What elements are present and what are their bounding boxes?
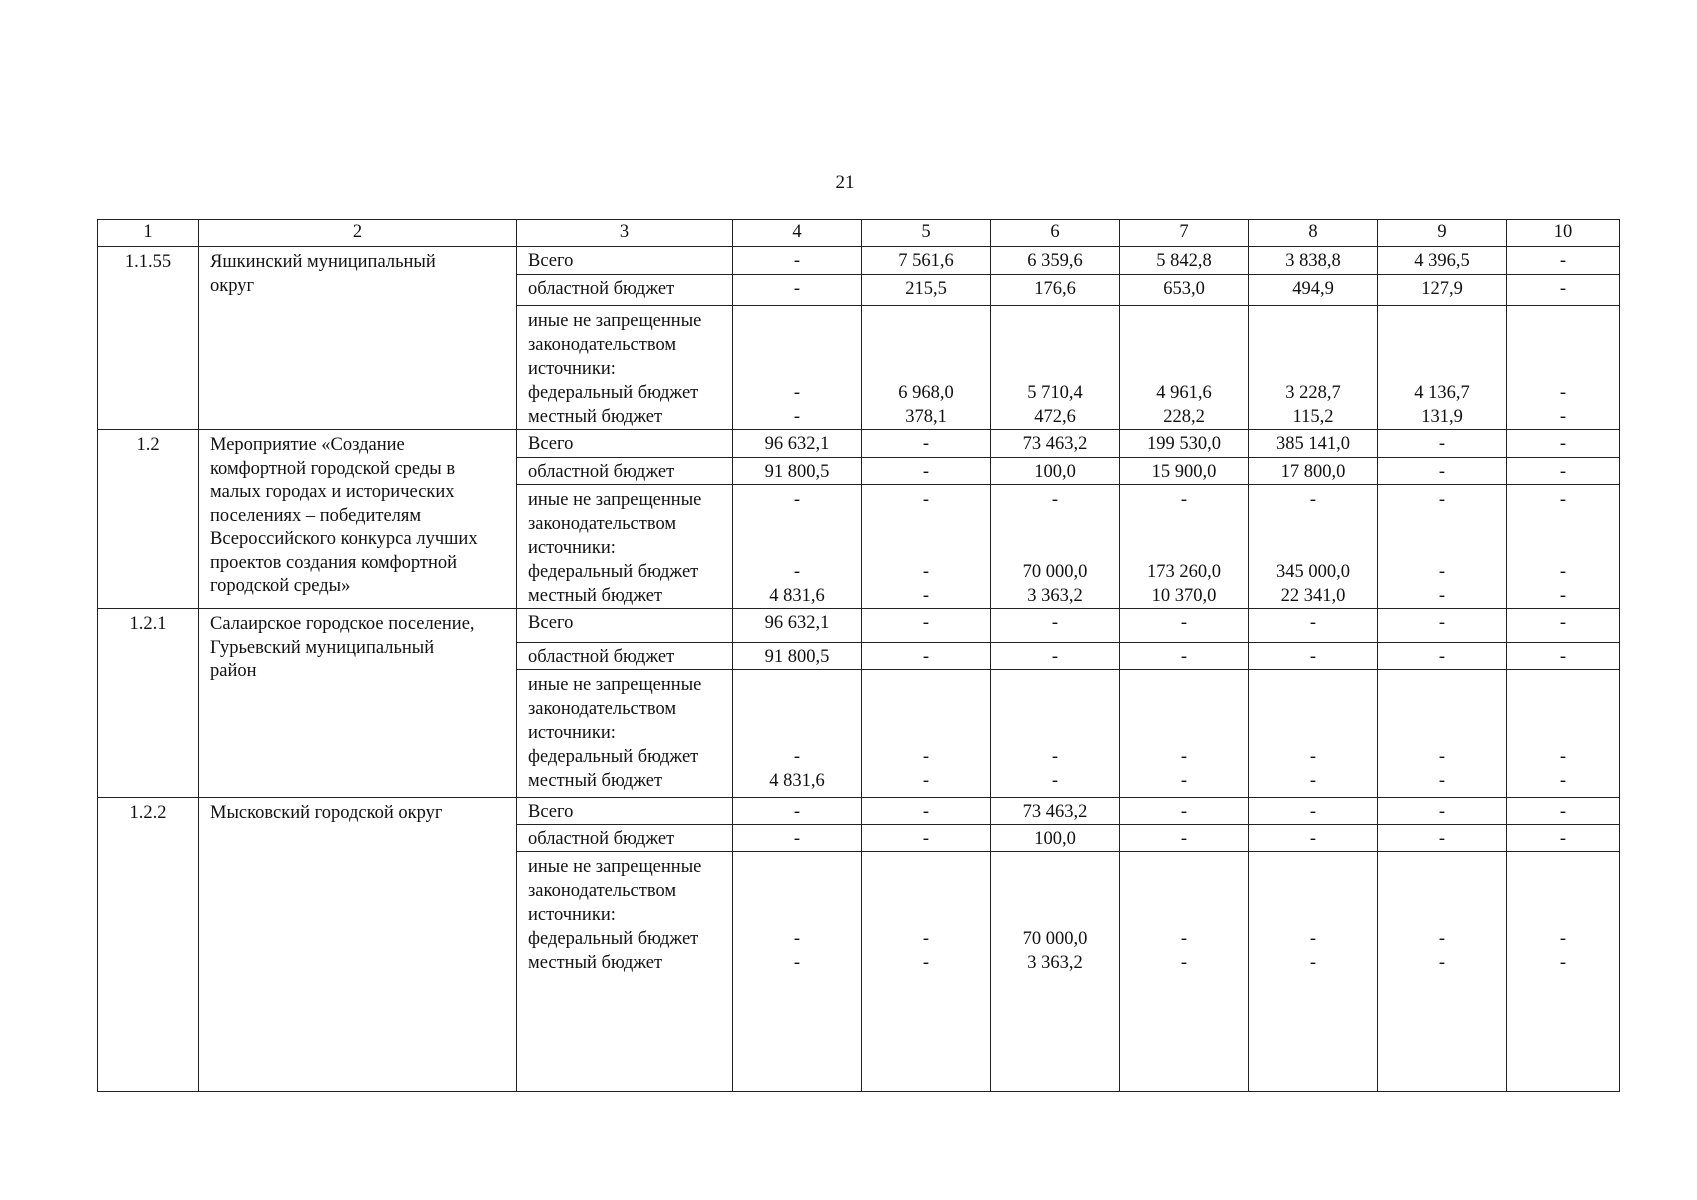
value-cell-multi [1120, 670, 1249, 798]
source-label-total: Всего [517, 609, 733, 643]
value-local: 472,6 [1034, 407, 1076, 427]
spacer [1249, 309, 1377, 333]
row-name-line: Всероссийского конкурса лучших [210, 529, 478, 549]
value-federal: - [1438, 747, 1446, 767]
row-name-line: Гурьевский муниципальный [210, 637, 435, 658]
value-cell: 6 359,6 [991, 247, 1120, 275]
table-row [98, 798, 1620, 825]
source-label-local: местный бюджет [528, 586, 663, 606]
value-cell: - [1378, 798, 1507, 825]
value-cell-multi [991, 485, 1120, 609]
value-cell-multi [862, 306, 991, 430]
value-federal: - [1559, 929, 1567, 949]
spacer [1378, 721, 1506, 745]
value-cell-multi [1249, 670, 1378, 798]
spacer [1507, 721, 1619, 745]
spacer [733, 697, 861, 721]
row-name-line: городской среды» [210, 576, 351, 596]
value-cell: 494,9 [1249, 275, 1378, 306]
spacer [1249, 721, 1377, 745]
value-cell: 96 632,1 [733, 609, 862, 643]
value-cell: 4 396,5 [1378, 247, 1507, 275]
header-row [98, 220, 1620, 247]
source-line: законодательством [528, 881, 677, 901]
spacer [1120, 333, 1248, 357]
spacer [1249, 673, 1377, 697]
spacer [1120, 855, 1248, 879]
value-cell-multi [1249, 485, 1378, 609]
column-header: 7 [1120, 220, 1249, 247]
value-federal: 70 000,0 [1022, 929, 1088, 949]
value-cell: - [733, 825, 862, 852]
value-cell-multi [1507, 670, 1620, 798]
value-other: - [1180, 490, 1188, 510]
spacer [1249, 357, 1377, 381]
row-name [199, 247, 517, 430]
spacer [991, 309, 1119, 333]
value-cell-multi [733, 306, 862, 430]
row-name [199, 609, 517, 798]
value-cell: - [1507, 430, 1620, 458]
row-code: 1.1.55 [98, 247, 199, 430]
spacer [733, 512, 861, 536]
spacer [1507, 879, 1619, 903]
spacer [1120, 309, 1248, 333]
spacer [991, 903, 1119, 927]
value-cell-multi [733, 852, 862, 1092]
value-local: - [1559, 407, 1567, 427]
value-cell: 176,6 [991, 275, 1120, 306]
value-federal: - [1559, 562, 1567, 582]
value-other: - [1438, 490, 1446, 510]
source-label-regional: областной бюджет [517, 275, 733, 306]
value-federal: - [1180, 929, 1188, 949]
value-cell: - [862, 458, 991, 485]
value-cell-multi [862, 485, 991, 609]
value-cell: 215,5 [862, 275, 991, 306]
table-row [98, 430, 1620, 458]
spacer [991, 512, 1119, 536]
value-local: - [793, 407, 801, 427]
value-cell-multi [1378, 670, 1507, 798]
value-cell-multi [1120, 852, 1249, 1092]
column-header: 3 [517, 220, 733, 247]
value-cell-multi [1507, 852, 1620, 1092]
value-cell: 3 838,8 [1249, 247, 1378, 275]
spacer [1120, 536, 1248, 560]
value-federal: - [922, 929, 930, 949]
spacer [1378, 697, 1506, 721]
value-cell: 96 632,1 [733, 430, 862, 458]
row-name-line: Салаирское городское поселение, [210, 614, 475, 634]
value-cell: 73 463,2 [991, 798, 1120, 825]
spacer [1378, 855, 1506, 879]
value-federal: - [1309, 929, 1317, 949]
source-label-other [517, 485, 733, 609]
value-local: - [1051, 771, 1059, 791]
spacer [1120, 879, 1248, 903]
value-federal: - [793, 383, 801, 403]
value-federal: - [1051, 747, 1059, 767]
value-cell: - [733, 247, 862, 275]
source-label-regional: областной бюджет [517, 643, 733, 670]
value-cell: - [1249, 798, 1378, 825]
value-cell: - [1378, 430, 1507, 458]
value-local: - [1559, 586, 1567, 606]
value-cell: - [1249, 609, 1378, 643]
value-federal: - [1309, 747, 1317, 767]
value-cell: 5 842,8 [1120, 247, 1249, 275]
spacer [1378, 512, 1506, 536]
source-label-federal: федеральный бюджет [528, 929, 699, 949]
column-header: 9 [1378, 220, 1507, 247]
spacer [1507, 333, 1619, 357]
value-local: 378,1 [905, 407, 947, 427]
value-cell: 91 800,5 [733, 643, 862, 670]
source-label-local: местный бюджет [528, 407, 663, 427]
source-line: источники: [528, 359, 616, 379]
row-name-line: проектов создания комфортной [210, 552, 458, 573]
source-line: законодательством [528, 335, 677, 355]
source-label-total: Всего [517, 247, 733, 275]
value-cell: 385 141,0 [1249, 430, 1378, 458]
row-name [199, 798, 517, 1092]
spacer [1120, 721, 1248, 745]
source-label-regional: областной бюджет [517, 825, 733, 852]
value-cell: - [1120, 825, 1249, 852]
source-line: иные не запрещенные [528, 311, 702, 331]
spacer [1378, 536, 1506, 560]
value-local: 4 831,6 [769, 771, 825, 791]
value-cell: - [1507, 643, 1620, 670]
spacer [991, 357, 1119, 381]
value-cell-multi [991, 670, 1120, 798]
source-line: иные не запрещенные [528, 490, 702, 510]
column-header: 2 [199, 220, 517, 247]
value-cell: - [1249, 643, 1378, 670]
source-line: законодательством [528, 699, 677, 719]
column-header: 6 [991, 220, 1120, 247]
value-federal: 4 136,7 [1414, 383, 1470, 403]
spacer [1378, 879, 1506, 903]
value-federal: - [793, 562, 801, 582]
source-label-regional: областной бюджет [517, 458, 733, 485]
value-local: 22 341,0 [1280, 586, 1346, 606]
source-line: источники: [528, 538, 616, 558]
value-local: - [922, 586, 930, 606]
spacer [1378, 903, 1506, 927]
spacer [1378, 309, 1506, 333]
source-label-federal: федеральный бюджет [528, 383, 699, 403]
spacer [1120, 903, 1248, 927]
value-cell: 91 800,5 [733, 458, 862, 485]
budget-table [97, 219, 1620, 1092]
column-header: 1 [98, 220, 199, 247]
spacer [862, 673, 990, 697]
value-local: - [922, 771, 930, 791]
source-line: источники: [528, 905, 616, 925]
value-local: - [793, 953, 801, 973]
value-cell: - [1249, 825, 1378, 852]
row-name-line: малых городах и исторических [210, 482, 455, 502]
spacer [862, 357, 990, 381]
value-federal: 6 968,0 [898, 383, 954, 403]
value-cell: 17 800,0 [1249, 458, 1378, 485]
value-local: - [1309, 953, 1317, 973]
spacer [862, 333, 990, 357]
value-cell: - [1120, 609, 1249, 643]
spacer [1120, 697, 1248, 721]
value-cell: - [733, 798, 862, 825]
value-local: 115,2 [1292, 407, 1334, 427]
spacer [862, 879, 990, 903]
value-other: - [793, 490, 801, 510]
value-cell: - [1507, 458, 1620, 485]
value-cell-multi [1378, 852, 1507, 1092]
value-local: 131,9 [1421, 407, 1463, 427]
spacer [733, 333, 861, 357]
source-label-other [517, 306, 733, 430]
spacer [862, 855, 990, 879]
spacer [1507, 309, 1619, 333]
spacer [991, 333, 1119, 357]
spacer [1249, 536, 1377, 560]
value-cell: - [991, 643, 1120, 670]
value-local: 228,2 [1163, 407, 1205, 427]
value-cell: 100,0 [991, 825, 1120, 852]
source-label-other [517, 670, 733, 798]
spacer [1507, 512, 1619, 536]
row-code: 1.2.1 [98, 609, 199, 798]
value-federal: - [1438, 562, 1446, 582]
row-name [199, 430, 517, 609]
value-local: - [922, 953, 930, 973]
spacer [733, 536, 861, 560]
value-cell: - [1507, 825, 1620, 852]
value-federal: 345 000,0 [1276, 562, 1350, 582]
spacer [1249, 903, 1377, 927]
value-cell: - [1378, 643, 1507, 670]
spacer [733, 357, 861, 381]
row-code: 1.2.2 [98, 798, 199, 1092]
value-local: - [1438, 771, 1446, 791]
value-cell-multi [1120, 485, 1249, 609]
value-cell-multi [1249, 306, 1378, 430]
value-federal: - [1559, 383, 1567, 403]
value-cell-multi [1378, 306, 1507, 430]
value-local: - [1309, 771, 1317, 791]
spacer [862, 309, 990, 333]
value-local: - [1180, 771, 1188, 791]
source-label-local: местный бюджет [528, 771, 663, 791]
spacer [1249, 333, 1377, 357]
value-local: 3 363,2 [1027, 953, 1083, 973]
value-federal: - [793, 747, 801, 767]
spacer [733, 879, 861, 903]
value-local: - [1438, 586, 1446, 606]
value-cell: - [862, 798, 991, 825]
value-cell: - [862, 825, 991, 852]
value-cell: 653,0 [1120, 275, 1249, 306]
column-header: 4 [733, 220, 862, 247]
spacer [733, 903, 861, 927]
value-other: - [1559, 490, 1567, 510]
value-local: - [1180, 953, 1188, 973]
value-local: - [1559, 953, 1567, 973]
spacer [862, 512, 990, 536]
source-label-total: Всего [517, 798, 733, 825]
value-other: - [922, 490, 930, 510]
value-cell-multi [862, 852, 991, 1092]
value-federal: 3 228,7 [1285, 383, 1341, 403]
row-name-line: Мысковский городской округ [210, 803, 443, 823]
spacer [862, 721, 990, 745]
spacer [1378, 333, 1506, 357]
row-name-line: Мероприятие «Создание [210, 435, 405, 455]
value-federal: - [1559, 747, 1567, 767]
value-federal: 70 000,0 [1022, 562, 1088, 582]
spacer [1120, 512, 1248, 536]
spacer [1507, 357, 1619, 381]
source-line: иные не запрещенные [528, 857, 702, 877]
spacer [1507, 855, 1619, 879]
value-cell-multi [733, 670, 862, 798]
spacer [862, 536, 990, 560]
value-local: - [1559, 771, 1567, 791]
source-line: источники: [528, 723, 616, 743]
spacer [1249, 512, 1377, 536]
value-federal: - [1180, 747, 1188, 767]
value-cell-multi [1249, 852, 1378, 1092]
value-cell: - [862, 609, 991, 643]
value-local: - [1438, 953, 1446, 973]
value-cell: 100,0 [991, 458, 1120, 485]
value-cell: 199 530,0 [1120, 430, 1249, 458]
row-name-line: район [210, 661, 257, 681]
row-name-line: Яшкинский муниципальный [210, 252, 436, 272]
value-federal: - [793, 929, 801, 949]
value-cell: 127,9 [1378, 275, 1507, 306]
value-cell-multi [733, 485, 862, 609]
spacer [1378, 673, 1506, 697]
value-cell-multi [1507, 485, 1620, 609]
value-federal: 173 260,0 [1147, 562, 1221, 582]
value-cell: - [1378, 609, 1507, 643]
value-cell-multi [1507, 306, 1620, 430]
value-federal: 5 710,4 [1027, 383, 1083, 403]
value-cell: - [1507, 247, 1620, 275]
value-cell-multi [1378, 485, 1507, 609]
value-local: 3 363,2 [1027, 586, 1083, 606]
spacer [733, 673, 861, 697]
spacer [1507, 903, 1619, 927]
source-label-other [517, 852, 733, 1092]
spacer [1507, 673, 1619, 697]
value-cell: - [862, 430, 991, 458]
value-cell: - [1120, 643, 1249, 670]
table-row [98, 247, 1620, 275]
value-other: - [1051, 490, 1059, 510]
spacer [1249, 879, 1377, 903]
value-cell-multi [991, 306, 1120, 430]
value-federal: - [1438, 929, 1446, 949]
value-cell: - [1507, 609, 1620, 643]
spacer [1120, 357, 1248, 381]
value-other: - [1309, 490, 1317, 510]
value-cell: - [991, 609, 1120, 643]
row-name-line: комфортной городской среды в [210, 458, 456, 479]
value-cell: - [1120, 798, 1249, 825]
value-cell-multi [1120, 306, 1249, 430]
spacer [991, 879, 1119, 903]
table-row [98, 609, 1620, 643]
source-label-federal: федеральный бюджет [528, 747, 699, 767]
spacer [1378, 357, 1506, 381]
value-cell: - [1507, 798, 1620, 825]
value-cell: - [1378, 458, 1507, 485]
spacer [991, 721, 1119, 745]
column-header: 8 [1249, 220, 1378, 247]
column-header: 10 [1507, 220, 1620, 247]
source-line: законодательством [528, 514, 677, 534]
source-label-total: Всего [517, 430, 733, 458]
value-local: 4 831,6 [769, 586, 825, 606]
value-local: 10 370,0 [1151, 586, 1217, 606]
spacer [991, 536, 1119, 560]
page-number: 21 [835, 172, 855, 193]
spacer [733, 855, 861, 879]
spacer [862, 697, 990, 721]
spacer [1507, 536, 1619, 560]
spacer [862, 903, 990, 927]
spacer [991, 673, 1119, 697]
value-cell: 15 900,0 [1120, 458, 1249, 485]
spacer [991, 697, 1119, 721]
value-cell-multi [862, 670, 991, 798]
spacer [1120, 673, 1248, 697]
source-label-federal: федеральный бюджет [528, 562, 699, 582]
source-label-local: местный бюджет [528, 953, 663, 973]
value-federal: 4 961,6 [1156, 383, 1212, 403]
source-line: иные не запрещенные [528, 675, 702, 695]
value-federal: - [922, 562, 930, 582]
value-cell: - [862, 643, 991, 670]
value-cell: - [1507, 275, 1620, 306]
value-cell: 7 561,6 [862, 247, 991, 275]
spacer [1249, 855, 1377, 879]
value-cell: - [1378, 825, 1507, 852]
row-name-line: округ [210, 275, 255, 296]
spacer [1249, 697, 1377, 721]
spacer [991, 855, 1119, 879]
value-cell-multi [991, 852, 1120, 1092]
spacer [1507, 697, 1619, 721]
value-cell: - [733, 275, 862, 306]
value-federal: - [922, 747, 930, 767]
row-code: 1.2 [98, 430, 199, 609]
value-cell: 73 463,2 [991, 430, 1120, 458]
row-name-line: поселениях – победителям [210, 505, 422, 526]
spacer [733, 309, 861, 333]
column-header: 5 [862, 220, 991, 247]
spacer [733, 721, 861, 745]
